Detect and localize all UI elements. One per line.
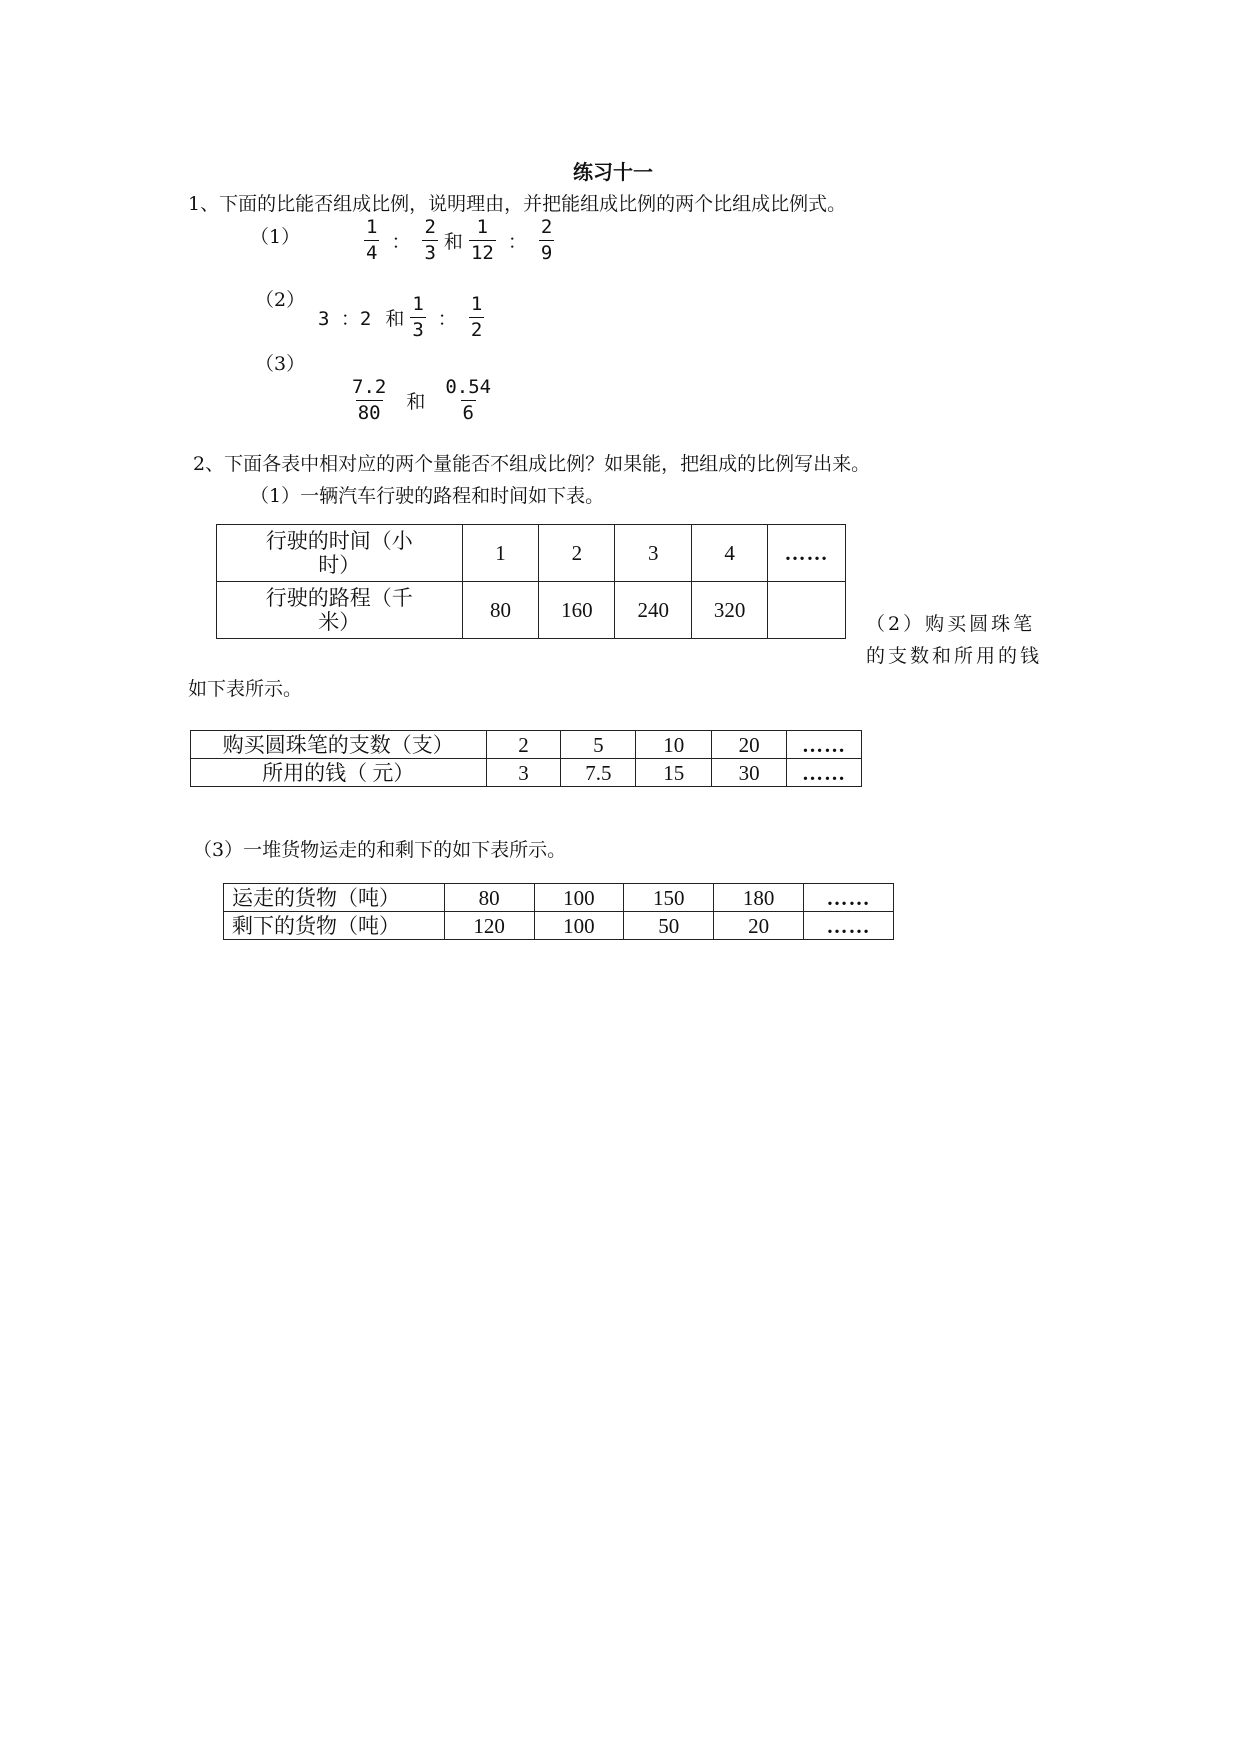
table-cell: 3 <box>486 759 561 787</box>
and-word: 和 <box>443 231 463 253</box>
table-cell: 7.5 <box>561 759 636 787</box>
table-cell: 3 <box>615 525 692 582</box>
table-cell: 120 <box>444 912 534 940</box>
table-cell: 80 <box>462 582 539 639</box>
q1-item2-label: （2） <box>255 289 306 311</box>
table-cell: 10 <box>636 731 712 759</box>
table-row <box>217 525 846 582</box>
q2-sub2-line3: 如下表所示。 <box>188 678 303 700</box>
table-cell: 30 <box>712 759 787 787</box>
row-header: 行驶的路程（千 米） <box>217 582 463 639</box>
q1-item2-expression <box>318 295 488 340</box>
table-cell <box>768 582 846 639</box>
table-cell: 240 <box>615 582 692 639</box>
q1-prompt: 1、下面的比能否组成比例，说明理由，并把能组成比例的两个比组成比例式。 <box>188 193 847 215</box>
table-cell: 160 <box>539 582 615 639</box>
fraction: $\frac{7.2}{80}$ <box>352 376 387 424</box>
table-row <box>191 731 862 759</box>
table-cell: 100 <box>534 884 624 912</box>
table-row <box>224 912 894 940</box>
table-goods <box>223 883 894 940</box>
row-header: 购买圆珠笔的支数（支） <box>191 731 487 759</box>
table-cell: 100 <box>534 912 624 940</box>
row-header: 行驶的时间（小 时） <box>217 525 463 582</box>
page-title: 练习十一 <box>573 160 653 184</box>
table-cell: 180 <box>714 884 804 912</box>
table-cell: …… <box>804 884 894 912</box>
table-cell: 1 <box>462 525 539 582</box>
table-cell: 50 <box>624 912 714 940</box>
and-word: 和 <box>406 391 426 413</box>
table-row <box>224 884 894 912</box>
table-row <box>217 582 846 639</box>
q2-prompt: 2、下面各表中相对应的两个量能否不组成比例？如果能，把组成的比例写出来。 <box>193 453 871 475</box>
fraction: $\frac{2}{3}$ <box>424 216 436 264</box>
table-cell: …… <box>787 731 862 759</box>
q2-sub3: （3）一堆货物运走的和剩下的如下表所示。 <box>193 839 567 861</box>
q1-item1-expression <box>360 218 558 263</box>
colon: ： <box>507 231 527 253</box>
colon: ： <box>391 231 411 253</box>
q2-sub2-line1: （2）购买圆珠笔 <box>866 613 1036 635</box>
table-travel <box>216 524 846 639</box>
and-word: 和 <box>385 308 405 330</box>
q1-item3-label: （3） <box>255 353 306 375</box>
table-cell: …… <box>804 912 894 940</box>
q1-item3-expression <box>346 378 497 423</box>
table-cell: 150 <box>624 884 714 912</box>
row-header: 所用的钱（ 元） <box>191 759 487 787</box>
colon: ： <box>437 308 457 330</box>
fraction: $\frac{1}{2}$ <box>470 293 483 341</box>
fraction: $\frac{0.54}{6}$ <box>445 376 492 424</box>
row-header: 运走的货物（吨） <box>224 884 445 912</box>
fraction: $\frac{1}{12}$ <box>470 216 494 264</box>
table-cell: …… <box>768 525 846 582</box>
table-cell: 4 <box>692 525 768 582</box>
table-pens <box>190 730 862 787</box>
table-cell: 20 <box>712 731 787 759</box>
q2-sub2-line2: 的支数和所用的钱 <box>866 645 1043 667</box>
ratio-lead: 3 ：2 <box>318 308 372 330</box>
q2-sub1: （1）一辆汽车行驶的路程和时间如下表。 <box>250 485 605 507</box>
fraction: $\frac{2}{9}$ <box>540 216 553 264</box>
table-cell: 2 <box>486 731 561 759</box>
table-cell: 15 <box>636 759 712 787</box>
fraction: $\frac{1}{3}$ <box>412 293 424 341</box>
table-cell: 5 <box>561 731 636 759</box>
q1-item1-label: （1） <box>250 226 301 248</box>
table-row <box>191 759 862 787</box>
table-cell: 2 <box>539 525 615 582</box>
table-cell: 320 <box>692 582 768 639</box>
row-header: 剩下的货物（吨） <box>224 912 445 940</box>
fraction: $\frac{1}{4}$ <box>366 216 378 264</box>
table-cell: 80 <box>444 884 534 912</box>
table-cell: 20 <box>714 912 804 940</box>
table-cell: …… <box>787 759 862 787</box>
